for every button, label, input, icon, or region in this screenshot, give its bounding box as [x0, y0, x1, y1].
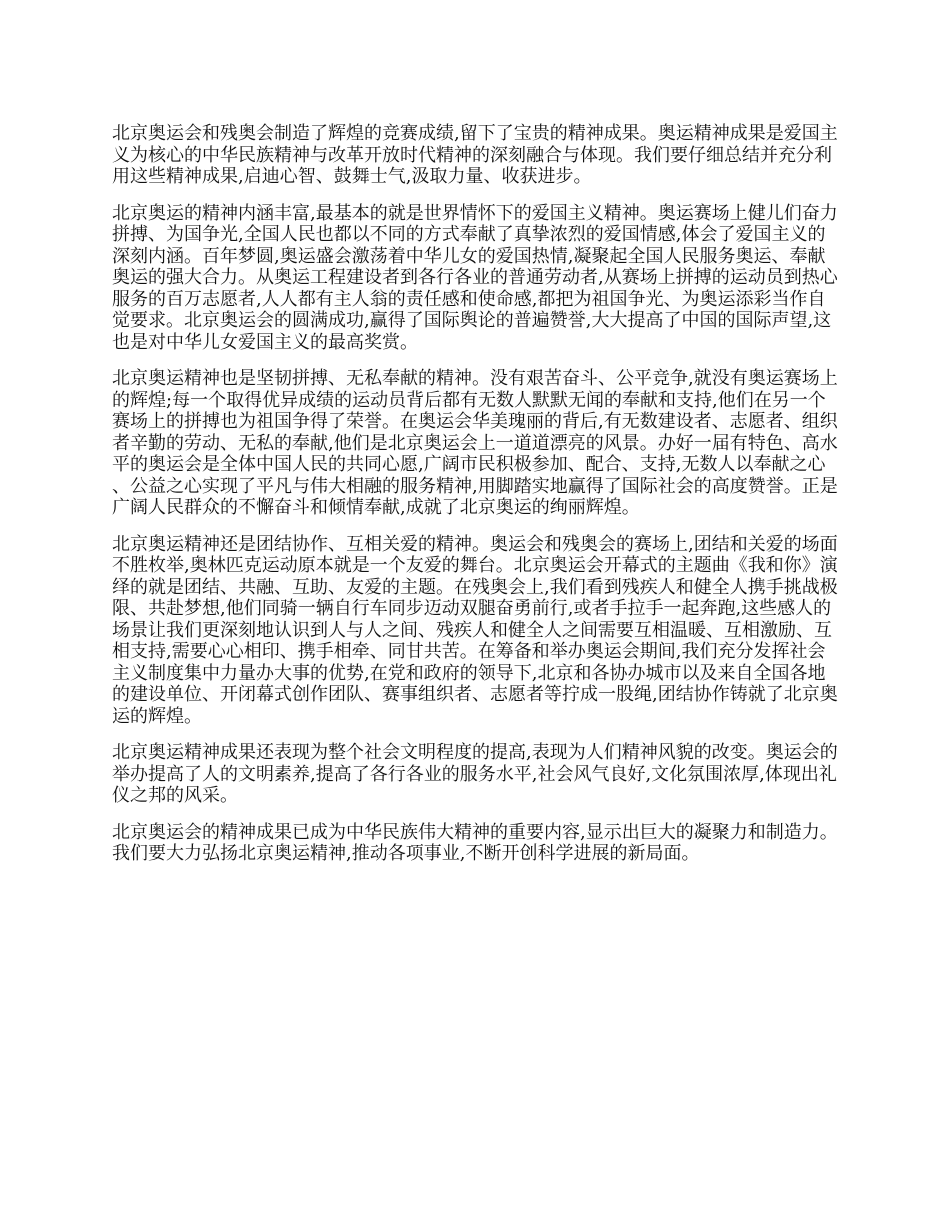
paragraph-6: 北京奥运会的精神成果已成为中华民族伟大精神的重要内容,显示出巨大的凝聚力和制造力。我们要大力弘扬北京奥运精神,推动各项事业,不断开创科学进展的新局面。 — [112, 821, 838, 864]
paragraph-1: 北京奥运会和残奥会制造了辉煌的竞赛成绩,留下了宝贵的精神成果。奥运精神成果是爱国主义为核心的中华民族精神与改革开放时代精神的深刻融合与体现。我们要仔细总结并充分利用这些精神成果,启迪心智、鼓舞士气,汲取力量、收获进步。 — [112, 123, 838, 187]
paragraph-2: 北京奥运的精神内涵丰富,最基本的就是世界情怀下的爱国主义精神。奥运赛场上健儿们奋力拼搏、为国争光,全国人民也都以不同的方式奉献了真挚浓烈的爱国情感,体会了爱国主义的深刻内涵。百年梦圆,奥运盛会激荡着中华儿女的爱国热情,凝聚起全国人民服务奥运、奉献奥运的强大合力。从奥运工程建设者到各行各业的普通劳动者,从赛场上拼搏的运动员到热心服务的百万志愿者,人人都有主人翁的责任感和使命感,都把为祖国争光、为奥运添彩当作自觉要求。北京奥运会的圆满成功,赢得了国际舆论的普遍赞誉,大大提高了中国的国际声望,这也是对中华儿女爱国主义的最高奖赏。 — [112, 202, 838, 353]
paragraph-4: 北京奥运精神还是团结协作、互相关爱的精神。奥运会和残奥会的赛场上,团结和关爱的场面不胜枚举,奥林匹克运动原本就是一个友爱的舞台。北京奥运会开幕式的主题曲《我和你》演绎的就是团结、共融、互助、友爱的主题。在残奥会上,我们看到残疾人和健全人携手挑战极限、共赴梦想,他们同骑一辆自行车同步迈动双腿奋勇前行,或者手拉手一起奔跑,这些感人的场景让我们更深刻地认识到人与人之间、残疾人和健全人之间需要互相温暖、互相激励、互相支持,需要心心相印、携手相牵、同甘共苦。在筹备和举办奥运会期间,我们充分发挥社会主义制度集中力量办大事的优势,在党和政府的领导下,北京和各协办城市以及来自全国各地的建设单位、开闭幕式创作团队、赛事组织者、志愿者等拧成一股绳,团结协作铸就了北京奥运的辉煌。 — [112, 533, 838, 727]
document-body — [112, 123, 841, 880]
paragraph-3: 北京奥运精神也是坚韧拼搏、无私奉献的精神。没有艰苦奋斗、公平竞争,就没有奥运赛场上的辉煌;每一个取得优异成绩的运动员背后都有无数人默默无闻的奉献和支持,他们在另一个赛场上的拼搏也为祖国争得了荣誉。在奥运会华美瑰丽的背后,有无数建设者、志愿者、组织者辛勤的劳动、无私的奉献,他们是北京奥运会上一道道漂亮的风景。办好一届有特色、高水平的奥运会是全体中国人民的共同心愿,广阔市民积极参加、配合、支持,无数人以奉献之心、公益之心实现了平凡与伟大相融的服务精神,用脚踏实地赢得了国际社会的高度赞誉。正是广阔人民群众的不懈奋斗和倾情奉献,成就了北京奥运的绚丽辉煌。 — [112, 368, 838, 518]
paragraph-5: 北京奥运精神成果还表现为整个社会文明程度的提高,表现为人们精神风貌的改变。奥运会的举办提高了人的文明素养,提高了各行各业的服务水平,社会风气良好,文化氛围浓厚,体现出礼仪之邦的风采。 — [112, 742, 838, 806]
